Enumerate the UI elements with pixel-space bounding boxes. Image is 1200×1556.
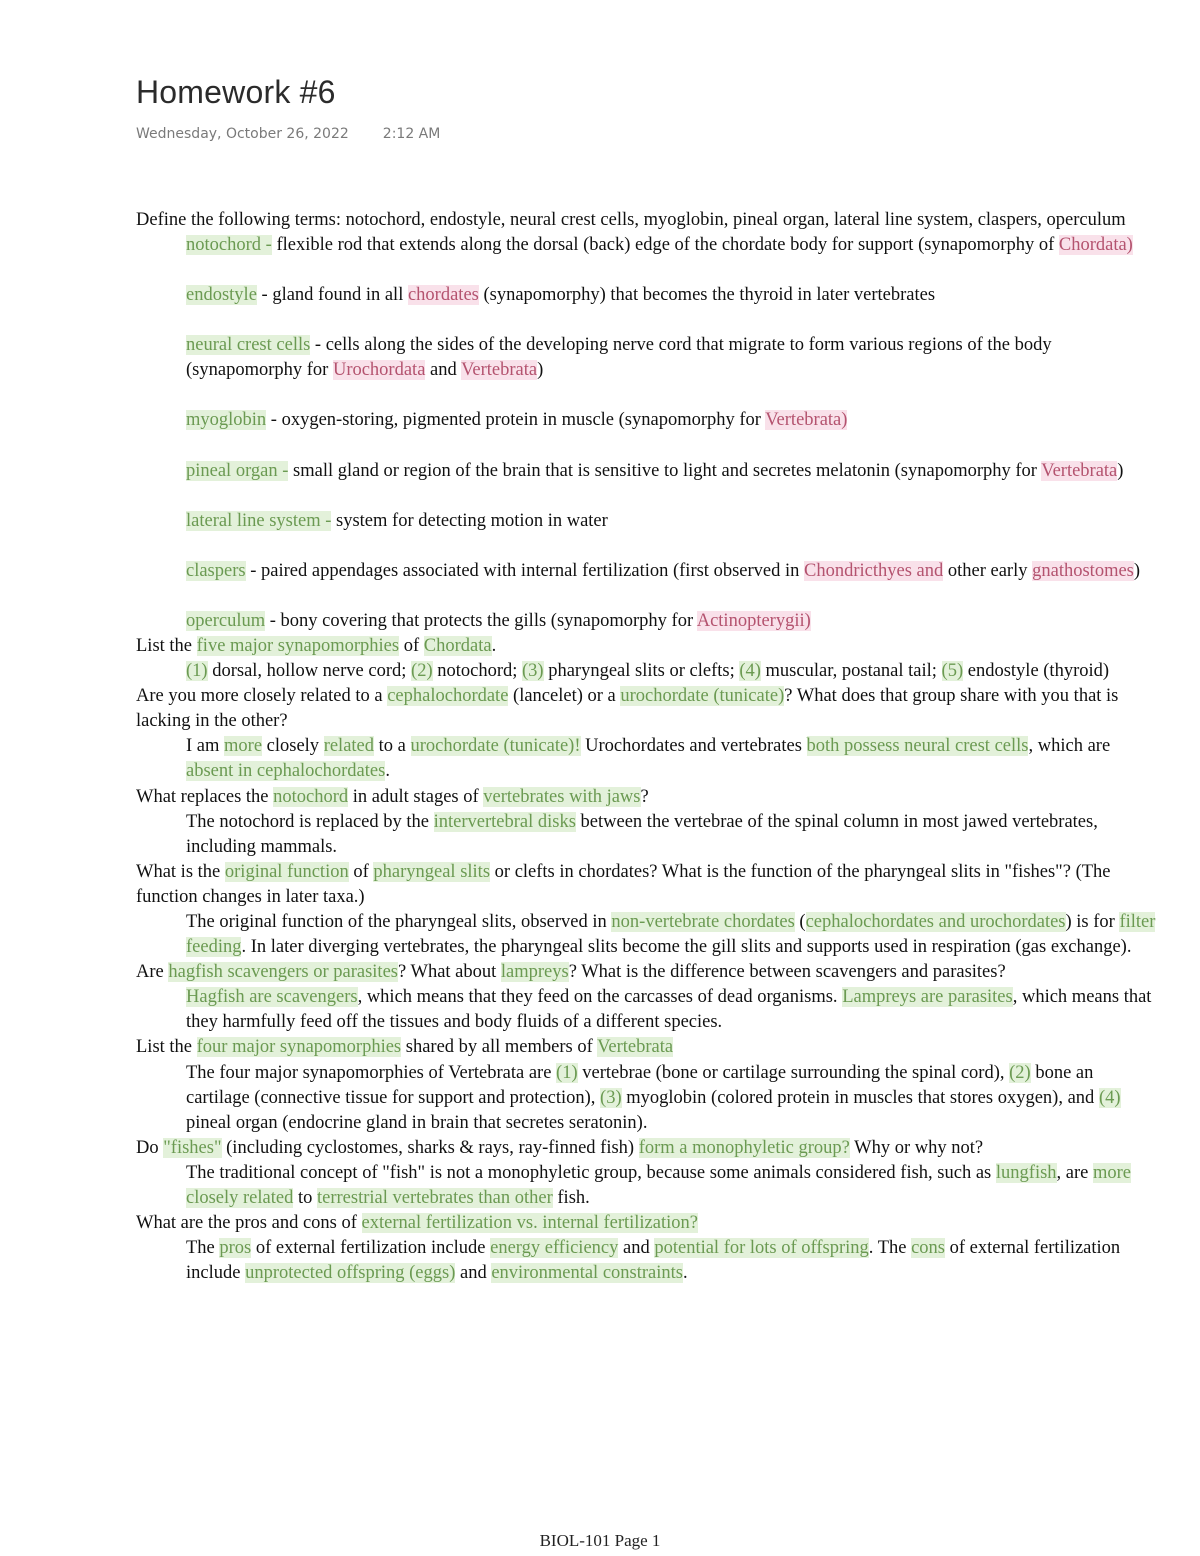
text-run: ? What is the difference between scavengers and parasites?: [568, 962, 1006, 983]
def-operculum: [136, 609, 1156, 634]
text-run: and: [425, 360, 462, 381]
highlight-green: (4): [739, 661, 761, 682]
text-run: vertebrae (bone or cartilage surrounding the spinal cord),: [577, 1062, 1010, 1083]
highlight-green: (1): [186, 661, 208, 682]
text-run: What replaces the: [136, 786, 274, 807]
highlight-green: operculum: [186, 610, 266, 631]
text-run: - bony covering that protects the gills (synapomorphy for: [265, 610, 697, 631]
highlight-pink: gnathostomes: [1032, 560, 1134, 581]
highlight-green: neural crest cells: [186, 335, 311, 356]
text-run: Why or why not?: [849, 1137, 984, 1158]
text-run: ): [1117, 460, 1124, 481]
question-5: [136, 860, 1156, 910]
text-run: ): [1133, 560, 1141, 581]
text-run: . The: [868, 1238, 912, 1259]
text-run: , which means that they harmfully feed off the tissues and body fluids of a different species.: [186, 987, 1152, 1033]
answer-8: [136, 1161, 1156, 1211]
text-run: notochord;: [432, 661, 523, 682]
highlight-pink: Vertebrata: [461, 360, 538, 381]
highlight-green: form a monophyletic group?: [638, 1137, 850, 1158]
text-run: , which are: [1028, 736, 1111, 757]
answer-2: [136, 659, 1156, 684]
text-run: fish.: [552, 1188, 590, 1208]
highlight-green: endostyle: [186, 285, 257, 306]
text-run: The traditional concept of "fish" is not a monophyletic group, because some animals considered fish, such as: [186, 1162, 996, 1183]
text-run: of: [399, 635, 424, 656]
highlight-green: four major synapomorphies: [196, 1037, 402, 1058]
text-run: Do: [136, 1137, 164, 1158]
text-run: ?: [640, 786, 649, 807]
text-run: - cells along the sides of the developing nerve cord that migrate to form various regions of the body (synapomorphy for: [186, 335, 1052, 381]
text-run: small gland or region of the brain that is sensitive to light and secretes melatonin (synapomorphy for: [288, 460, 1042, 481]
text-run: I am: [186, 736, 225, 757]
answer-9: [136, 1236, 1156, 1286]
def-neural-crest-cells: [136, 333, 1156, 383]
highlight-green: cephalochordate: [387, 686, 509, 707]
highlight-green: environmental constraints: [491, 1263, 683, 1284]
highlight-green: notochord -: [186, 235, 272, 256]
def-notochord: [136, 233, 1156, 258]
highlight-green: Lampreys are parasites: [842, 987, 1013, 1008]
question-1: Define the following terms: notochord, endostyle, neural crest cells, myoglobin, pineal organ, lateral line system, claspers, operculum: [136, 210, 1126, 230]
highlight-green: lampreys: [500, 962, 569, 983]
def-myoglobin: [136, 408, 1156, 433]
highlight-green: non-vertebrate chordates: [611, 911, 795, 932]
answer-6: [136, 985, 1156, 1035]
text-run: ? What about: [397, 962, 501, 983]
highlight-pink: chordates: [407, 285, 479, 306]
text-run: Urochordates and vertebrates: [580, 736, 807, 757]
text-run: other early: [943, 560, 1033, 581]
highlight-green: hagfish scavengers or parasites: [168, 962, 398, 983]
highlight-green: original function: [224, 861, 349, 882]
highlight-green: potential for lots of offspring: [654, 1238, 869, 1259]
text-run: bone an cartilage (connective tissue for support and protection),: [186, 1062, 1094, 1108]
text-run: List the: [136, 635, 197, 656]
highlight-green: urochordate (tunicate): [620, 686, 785, 707]
highlight-green: (2): [1009, 1062, 1031, 1083]
question-2: [136, 634, 1156, 659]
page-timestamp: [136, 126, 474, 142]
question-4: [136, 785, 1156, 810]
text-run: (including cyclostomes, sharks & rays, ray-finned fish): [221, 1137, 639, 1158]
def-pineal-organ: [136, 459, 1156, 484]
page-time: 2:12 AM: [382, 126, 441, 142]
highlight-green: energy efficiency: [490, 1238, 619, 1259]
highlight-green: notochord: [273, 786, 349, 807]
text-run: Are you more closely related to a: [136, 686, 388, 707]
highlight-pink: Chordata): [1058, 235, 1133, 256]
text-run: .: [385, 761, 390, 782]
text-run: to: [293, 1188, 317, 1208]
text-run: - gland found in all: [256, 285, 408, 306]
note-body: [136, 208, 1156, 1286]
highlight-green: (2): [411, 661, 433, 682]
text-run: ? What does that group share with you that is lacking in the other?: [136, 686, 1119, 732]
highlight-green: (4): [1098, 1087, 1121, 1108]
question-7: [136, 1035, 1156, 1060]
question-6: [136, 960, 1156, 985]
text-run: (lancelet) or a: [508, 686, 621, 707]
text-run: - paired appendages associated with internal fertilization (first observed in: [245, 560, 804, 581]
highlight-green: vertebrates with jaws: [483, 786, 641, 807]
highlight-pink: Vertebrata): [765, 410, 848, 431]
page-footer: BIOL-101 Page 1: [539, 1531, 661, 1550]
text-run: The notochord is replaced by the: [186, 811, 434, 832]
text-run: List the: [136, 1037, 197, 1058]
text-run: of external fertilization include: [186, 1238, 1121, 1284]
def-lateral-line-system: [136, 509, 1156, 534]
text-run: and: [618, 1238, 655, 1259]
highlight-green: five major synapomorphies: [196, 635, 400, 656]
def-claspers: [136, 559, 1156, 584]
highlight-green: filter feeding: [186, 911, 1156, 958]
highlight-pink: Urochordata: [332, 360, 426, 381]
highlight-green: pros: [219, 1238, 252, 1259]
highlight-pink: Chondricthyes and: [804, 560, 944, 581]
question-3: [136, 684, 1156, 734]
text-run: ) is for: [1065, 911, 1120, 932]
highlight-green: more: [224, 736, 263, 757]
highlight-green: (3): [522, 661, 544, 682]
text-run: - oxygen-storing, pigmented protein in muscle (synapomorphy for: [266, 410, 766, 431]
highlight-green: Chordata: [423, 635, 492, 656]
text-run: or clefts in chordates? What is the function of the pharyngeal slits in "fishes"? (The function changes in later taxa.): [136, 861, 1111, 907]
text-run: pineal organ (endocrine gland in brain that secretes seratonin).: [186, 1112, 648, 1133]
text-run: (: [794, 911, 806, 932]
text-run: The: [186, 1238, 220, 1259]
highlight-green: absent in cephalochordates: [186, 761, 386, 782]
text-run: and: [455, 1263, 492, 1284]
page-date: Wednesday, October 26, 2022: [136, 126, 349, 142]
highlight-green: more closely related: [186, 1162, 1132, 1208]
text-run: Are: [136, 962, 169, 983]
highlight-green: Vertebrata: [597, 1037, 674, 1058]
text-run: closely: [262, 736, 324, 757]
text-run: muscular, postanal tail;: [760, 661, 942, 682]
text-run: The original function of the pharyngeal slits, observed in: [186, 911, 612, 932]
text-run: endostyle (thyroid): [963, 661, 1110, 682]
highlight-green: external fertilization vs. internal fertilization?: [361, 1213, 698, 1234]
text-run: myoglobin (colored protein in muscles that stores oxygen), and: [621, 1087, 1099, 1108]
highlight-green: related: [323, 736, 375, 757]
text-run: between the vertebrae of the spinal column in most jawed vertebrates, including mammals.: [186, 811, 1098, 857]
highlight-green: (1): [556, 1062, 578, 1083]
text-run: system for detecting motion in water: [331, 510, 608, 531]
highlight-pink: Vertebrata: [1041, 460, 1118, 481]
highlight-green: urochordate (tunicate)!: [410, 736, 581, 757]
text-run: , which means that they feed on the carcasses of dead organisms.: [357, 987, 843, 1008]
text-run: What are the pros and cons of: [136, 1213, 362, 1234]
highlight-green: cons: [911, 1238, 946, 1259]
highlight-green: claspers: [186, 560, 246, 581]
text-run: in adult stages of: [348, 786, 484, 807]
text-run: pharyngeal slits or clefts;: [543, 661, 740, 682]
text-run: , are: [1056, 1162, 1093, 1183]
highlight-green: Hagfish are scavengers: [186, 987, 358, 1008]
highlight-green: (5): [941, 661, 964, 682]
text-run: shared by all members of: [401, 1037, 598, 1058]
text-run: flexible rod that extends along the dorsal (back) edge of the chordate body for support (synapomorphy of: [271, 235, 1059, 256]
text-run: .: [682, 1263, 688, 1284]
text-run: dorsal, hollow nerve cord;: [207, 661, 412, 682]
highlight-pink: Actinopterygii): [696, 610, 811, 631]
question-9: [136, 1211, 1156, 1236]
highlight-green: cephalochordates and urochordates: [805, 911, 1066, 932]
text-run: to a: [374, 736, 411, 757]
highlight-green: terrestrial vertebrates than other: [317, 1188, 553, 1208]
answer-4: [136, 810, 1156, 860]
answer-3: [136, 734, 1156, 784]
highlight-green: "fishes": [163, 1137, 222, 1158]
highlight-green: pineal organ -: [186, 460, 289, 481]
highlight-green: (3): [600, 1087, 622, 1108]
highlight-green: lateral line system -: [186, 510, 332, 531]
highlight-green: pharyngeal slits: [373, 861, 491, 882]
text-run: . In later diverging vertebrates, the pharyngeal slits become the gill slits and supports used in respiration (gas exchange).: [241, 937, 1132, 958]
question-8: [136, 1136, 1156, 1161]
text-run: of external fertilization include: [251, 1238, 491, 1259]
text-run: What is the: [136, 861, 225, 882]
highlight-green: both possess neural crest cells: [806, 736, 1029, 757]
text-run: ): [537, 360, 544, 381]
highlight-green: myoglobin: [186, 410, 267, 431]
answer-5: [136, 910, 1156, 960]
highlight-green: intervertebral disks: [433, 811, 576, 832]
text-run: (synapomorphy) that becomes the thyroid in later vertebrates: [478, 285, 936, 306]
text-run: .: [491, 635, 497, 656]
highlight-green: lungfish: [995, 1162, 1057, 1183]
text-run: of: [348, 861, 374, 882]
page-title: Homework #6: [136, 74, 336, 110]
answer-7: [136, 1061, 1156, 1136]
def-endostyle: [136, 283, 1156, 308]
text-run: The four major synapomorphies of Vertebrata are: [186, 1062, 557, 1083]
highlight-green: unprotected offspring (eggs): [245, 1263, 456, 1284]
